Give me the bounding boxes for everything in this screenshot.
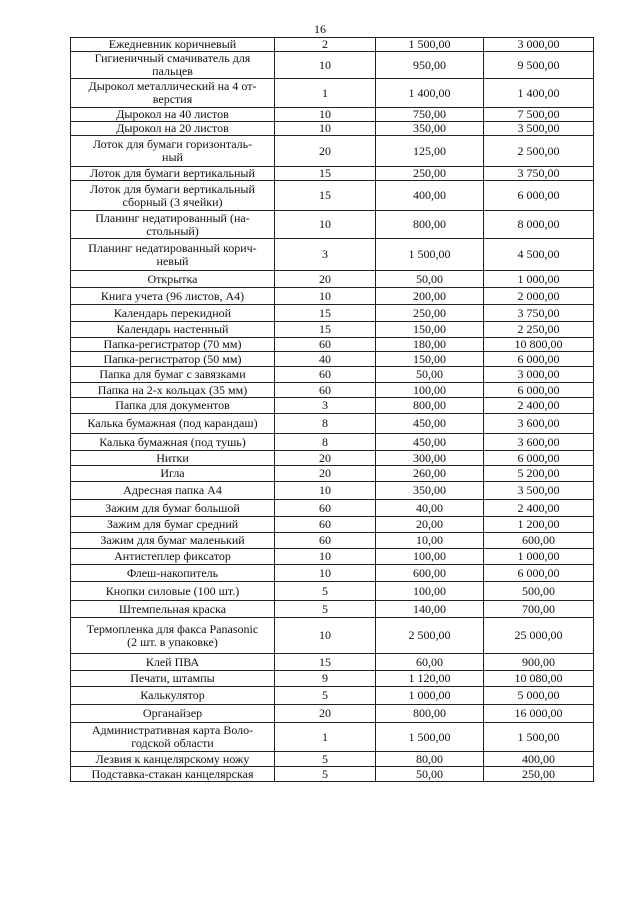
item-price-cell: 50,00 [376, 271, 484, 288]
item-price-cell: 50,00 [376, 367, 484, 383]
item-price-cell: 180,00 [376, 338, 484, 352]
item-price-cell: 800,00 [376, 705, 484, 723]
item-total-cell: 3 500,00 [484, 122, 594, 136]
item-price-cell: 350,00 [376, 122, 484, 136]
table-row [71, 271, 594, 288]
table-row [71, 338, 594, 352]
item-quantity-cell: 20 [275, 451, 376, 466]
item-price-cell: 150,00 [376, 352, 484, 367]
table-row [71, 322, 594, 338]
item-name-cell: Планинг недатированный корич- невый [71, 239, 275, 271]
item-price-cell: 100,00 [376, 582, 484, 601]
item-quantity-cell: 15 [275, 181, 376, 211]
item-quantity-cell: 10 [275, 211, 376, 239]
item-price-cell: 800,00 [376, 398, 484, 414]
item-total-cell: 500,00 [484, 582, 594, 601]
item-total-cell: 5 200,00 [484, 466, 594, 482]
item-name-cell: Кнопки силовые (100 шт.) [71, 582, 275, 601]
item-name-cell: Папка для документов [71, 398, 275, 414]
item-name-cell: Зажим для бумаг маленький [71, 533, 275, 549]
item-total-cell: 5 000,00 [484, 687, 594, 705]
item-quantity-cell: 15 [275, 322, 376, 338]
item-total-cell: 2 400,00 [484, 500, 594, 517]
item-total-cell: 3 000,00 [484, 38, 594, 52]
item-total-cell: 10 080,00 [484, 671, 594, 687]
item-quantity-cell: 60 [275, 500, 376, 517]
item-quantity-cell: 5 [275, 687, 376, 705]
table-row [71, 654, 594, 671]
item-total-cell: 6 000,00 [484, 565, 594, 582]
table-row [71, 38, 594, 52]
table-row [71, 167, 594, 181]
item-name-cell: Дырокол на 40 листов [71, 108, 275, 122]
item-name-cell: Календарь настенный [71, 322, 275, 338]
item-name-cell: Зажим для бумаг средний [71, 517, 275, 533]
table-row [71, 565, 594, 582]
item-price-cell: 10,00 [376, 533, 484, 549]
table-row [71, 451, 594, 466]
item-total-cell: 6 000,00 [484, 352, 594, 367]
item-total-cell: 10 800,00 [484, 338, 594, 352]
table-row [71, 434, 594, 451]
item-total-cell: 16 000,00 [484, 705, 594, 723]
item-price-cell: 40,00 [376, 500, 484, 517]
item-total-cell: 3 000,00 [484, 367, 594, 383]
item-quantity-cell: 60 [275, 338, 376, 352]
item-quantity-cell: 5 [275, 601, 376, 618]
table-row [71, 533, 594, 549]
table-row [71, 618, 594, 654]
item-price-cell: 1 500,00 [376, 723, 484, 752]
item-price-cell: 400,00 [376, 181, 484, 211]
item-quantity-cell: 5 [275, 752, 376, 767]
item-quantity-cell: 10 [275, 108, 376, 122]
item-quantity-cell: 9 [275, 671, 376, 687]
item-total-cell: 9 500,00 [484, 52, 594, 79]
item-quantity-cell: 60 [275, 517, 376, 533]
item-total-cell: 3 600,00 [484, 434, 594, 451]
item-name-cell: Штемпельная краска [71, 601, 275, 618]
table-row [71, 500, 594, 517]
item-quantity-cell: 60 [275, 533, 376, 549]
items-table-body [71, 38, 594, 782]
item-total-cell: 600,00 [484, 533, 594, 549]
item-name-cell: Калька бумажная (под тушь) [71, 434, 275, 451]
item-price-cell: 450,00 [376, 434, 484, 451]
item-name-cell: Клей ПВА [71, 654, 275, 671]
table-row [71, 671, 594, 687]
table-row [71, 482, 594, 500]
table-row [71, 239, 594, 271]
item-total-cell: 1 400,00 [484, 79, 594, 108]
item-name-cell: Папка-регистратор (50 мм) [71, 352, 275, 367]
table-row [71, 601, 594, 618]
table-row [71, 752, 594, 767]
item-price-cell: 125,00 [376, 136, 484, 167]
item-total-cell: 6 000,00 [484, 451, 594, 466]
table-row [71, 136, 594, 167]
item-total-cell: 25 000,00 [484, 618, 594, 654]
item-total-cell: 400,00 [484, 752, 594, 767]
item-price-cell: 260,00 [376, 466, 484, 482]
table-row [71, 398, 594, 414]
item-quantity-cell: 10 [275, 549, 376, 565]
item-price-cell: 300,00 [376, 451, 484, 466]
item-quantity-cell: 10 [275, 122, 376, 136]
table-row [71, 549, 594, 565]
item-quantity-cell: 20 [275, 136, 376, 167]
item-price-cell: 450,00 [376, 414, 484, 434]
item-quantity-cell: 20 [275, 466, 376, 482]
item-name-cell: Гигиеничный смачиватель для пальцев [71, 52, 275, 79]
item-quantity-cell: 10 [275, 618, 376, 654]
item-name-cell: Планинг недатированный (на- стольный) [71, 211, 275, 239]
item-name-cell: Книга учета (96 листов, А4) [71, 288, 275, 305]
table-row [71, 108, 594, 122]
table-row [71, 52, 594, 79]
item-quantity-cell: 60 [275, 367, 376, 383]
item-price-cell: 60,00 [376, 654, 484, 671]
item-quantity-cell: 3 [275, 398, 376, 414]
item-quantity-cell: 20 [275, 271, 376, 288]
item-name-cell: Зажим для бумаг большой [71, 500, 275, 517]
item-name-cell: Лоток для бумаги вертикальный сборный (3 ячейки) [71, 181, 275, 211]
item-quantity-cell: 15 [275, 167, 376, 181]
item-quantity-cell: 5 [275, 767, 376, 782]
item-price-cell: 100,00 [376, 549, 484, 565]
item-price-cell: 80,00 [376, 752, 484, 767]
item-name-cell: Калькулятор [71, 687, 275, 705]
item-total-cell: 2 250,00 [484, 322, 594, 338]
item-total-cell: 1 000,00 [484, 271, 594, 288]
item-price-cell: 140,00 [376, 601, 484, 618]
item-total-cell: 2 400,00 [484, 398, 594, 414]
item-quantity-cell: 20 [275, 705, 376, 723]
table-row [71, 517, 594, 533]
item-price-cell: 2 500,00 [376, 618, 484, 654]
item-price-cell: 350,00 [376, 482, 484, 500]
page-number: 16 [314, 22, 326, 36]
table-row [71, 211, 594, 239]
item-total-cell: 3 750,00 [484, 167, 594, 181]
item-name-cell: Папка-регистратор (70 мм) [71, 338, 275, 352]
item-price-cell: 250,00 [376, 167, 484, 181]
item-price-cell: 1 400,00 [376, 79, 484, 108]
item-total-cell: 700,00 [484, 601, 594, 618]
item-price-cell: 150,00 [376, 322, 484, 338]
item-quantity-cell: 40 [275, 352, 376, 367]
item-name-cell: Калька бумажная (под карандаш) [71, 414, 275, 434]
item-price-cell: 50,00 [376, 767, 484, 782]
item-total-cell: 1 500,00 [484, 723, 594, 752]
item-total-cell: 3 500,00 [484, 482, 594, 500]
table-row [71, 352, 594, 367]
item-quantity-cell: 15 [275, 654, 376, 671]
item-total-cell: 8 000,00 [484, 211, 594, 239]
item-quantity-cell: 60 [275, 383, 376, 398]
table-row [71, 181, 594, 211]
item-quantity-cell: 10 [275, 565, 376, 582]
table-row [71, 367, 594, 383]
item-total-cell: 2 000,00 [484, 288, 594, 305]
table-row [71, 305, 594, 322]
item-name-cell: Органайзер [71, 705, 275, 723]
item-name-cell: Игла [71, 466, 275, 482]
item-name-cell: Календарь перекидной [71, 305, 275, 322]
item-name-cell: Ежедневник коричневый [71, 38, 275, 52]
item-price-cell: 1 500,00 [376, 38, 484, 52]
item-price-cell: 750,00 [376, 108, 484, 122]
table-row [71, 414, 594, 434]
item-total-cell: 4 500,00 [484, 239, 594, 271]
item-name-cell: Административная карта Воло- годской области [71, 723, 275, 752]
item-price-cell: 800,00 [376, 211, 484, 239]
item-total-cell: 250,00 [484, 767, 594, 782]
item-quantity-cell: 15 [275, 305, 376, 322]
item-name-cell: Нитки [71, 451, 275, 466]
table-row [71, 582, 594, 601]
item-quantity-cell: 2 [275, 38, 376, 52]
item-price-cell: 20,00 [376, 517, 484, 533]
item-quantity-cell: 5 [275, 582, 376, 601]
item-price-cell: 200,00 [376, 288, 484, 305]
item-total-cell: 1 200,00 [484, 517, 594, 533]
item-quantity-cell: 3 [275, 239, 376, 271]
item-price-cell: 950,00 [376, 52, 484, 79]
item-total-cell: 3 600,00 [484, 414, 594, 434]
item-quantity-cell: 1 [275, 79, 376, 108]
item-price-cell: 600,00 [376, 565, 484, 582]
item-quantity-cell: 8 [275, 414, 376, 434]
item-total-cell: 7 500,00 [484, 108, 594, 122]
item-price-cell: 100,00 [376, 383, 484, 398]
item-quantity-cell: 10 [275, 52, 376, 79]
item-price-cell: 1 000,00 [376, 687, 484, 705]
items-table [70, 37, 594, 782]
item-name-cell: Термопленка для факса Panasonic (2 шт. в упаковке) [71, 618, 275, 654]
table-row [71, 79, 594, 108]
item-total-cell: 6 000,00 [484, 383, 594, 398]
item-name-cell: Папка на 2-х кольцах (35 мм) [71, 383, 275, 398]
table-row [71, 687, 594, 705]
item-name-cell: Лезвия к канцелярскому ножу [71, 752, 275, 767]
item-quantity-cell: 10 [275, 482, 376, 500]
item-quantity-cell: 10 [275, 288, 376, 305]
item-price-cell: 1 120,00 [376, 671, 484, 687]
item-name-cell: Адресная папка А4 [71, 482, 275, 500]
item-name-cell: Дырокол на 20 листов [71, 122, 275, 136]
table-row [71, 383, 594, 398]
item-price-cell: 250,00 [376, 305, 484, 322]
item-total-cell: 6 000,00 [484, 181, 594, 211]
item-name-cell: Дырокол металлический на 4 от- верстия [71, 79, 275, 108]
item-quantity-cell: 1 [275, 723, 376, 752]
table-row [71, 288, 594, 305]
item-name-cell: Подставка-стакан канцелярская [71, 767, 275, 782]
table-row [71, 466, 594, 482]
item-name-cell: Флеш-накопитель [71, 565, 275, 582]
item-total-cell: 3 750,00 [484, 305, 594, 322]
table-row [71, 705, 594, 723]
item-name-cell: Лоток для бумаги вертикальный [71, 167, 275, 181]
item-total-cell: 1 000,00 [484, 549, 594, 565]
table-row [71, 767, 594, 782]
item-total-cell: 2 500,00 [484, 136, 594, 167]
item-quantity-cell: 8 [275, 434, 376, 451]
item-name-cell: Открытка [71, 271, 275, 288]
table-row [71, 723, 594, 752]
item-price-cell: 1 500,00 [376, 239, 484, 271]
item-name-cell: Лоток для бумаги горизонталь- ный [71, 136, 275, 167]
table-row [71, 122, 594, 136]
item-name-cell: Папка для бумаг с завязками [71, 367, 275, 383]
item-name-cell: Антистеплер фиксатор [71, 549, 275, 565]
item-name-cell: Печати, штампы [71, 671, 275, 687]
item-total-cell: 900,00 [484, 654, 594, 671]
